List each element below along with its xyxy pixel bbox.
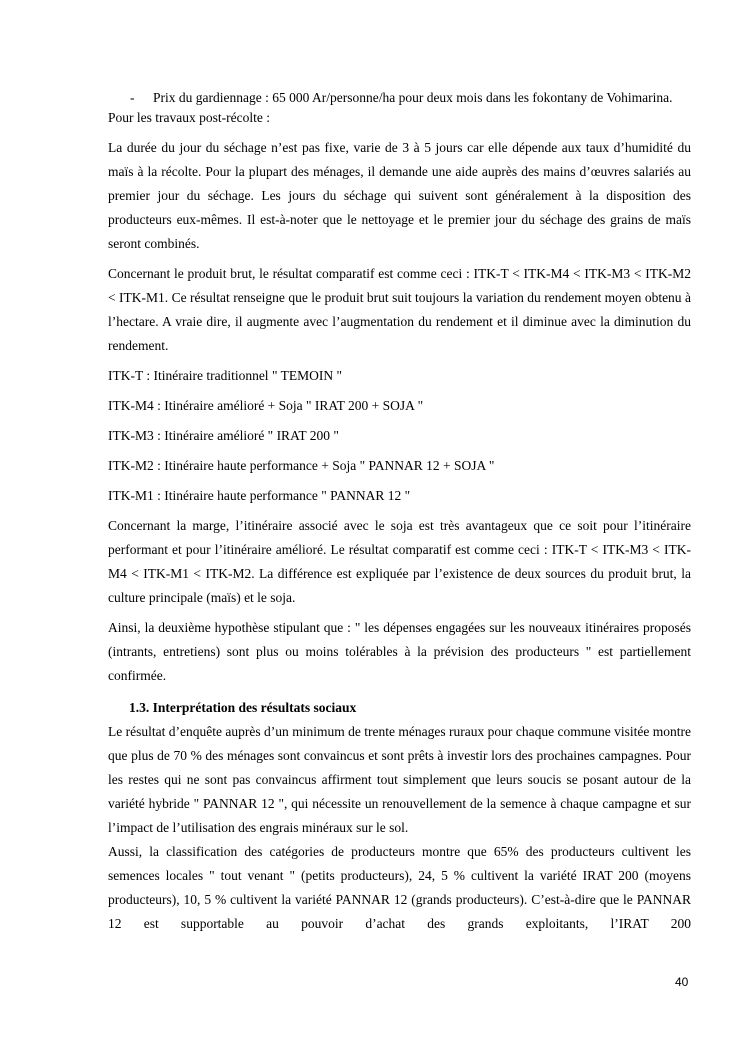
paragraph-produit-brut: Concernant le produit brut, le résultat comparatif est comme ceci : ITK-T < ITK-M4 < ITK-M3 < ITK-M2 < ITK-M1. Ce résultat renseigne que le produit brut suit toujours la variation du rendement moyen obtenu à l’hectare. A vraie dire, il augmente avec l’augmentation du rendement et il diminue avec la diminution du rendement. <box>108 266 691 353</box>
paragraph-post-recolte: Pour les travaux post-récolte : <box>108 110 270 125</box>
paragraph-classification: Aussi, la classification des catégories de producteurs montre que 65% des producteurs cultivent les semences locales " tout venant " (petits producteurs), 24, 5 % cultivent la variété IRAT 200 (moyens producteurs), 10, 5 % cultivent la variété PANNAR 12 (grands producteurs). C’est-à-dire que le PANNAR 12 est supportable au pouvoir d’achat des grands exploitants, l’IRAT 200 <box>108 844 691 931</box>
itineraire-itk-m3: ITK-M3 : Itinéraire amélioré " IRAT 200 " <box>108 428 339 443</box>
paragraph-hypothese: Ainsi, la deuxième hypothèse stipulant que : " les dépenses engagées sur les nouveaux itinéraires proposés (intrants, entretiens) sont plus ou moins tolérables à la prévision des producteurs " est partiellement confirmée. <box>108 620 691 683</box>
paragraph-sechage: La durée du jour du séchage n’est pas fixe, varie de 3 à 5 jours car elle dépende aux taux d’humidité du maïs à la récolte. Pour la plupart des ménages, il demande une aide auprès des mains d’œuvres salariés au premier jour du séchage. Les jours du séchage qui suivent sont généralement à la disposition des producteurs eux-mêmes. Il est-à-noter que le nettoyage et le premier jour du séchage des grains de maïs seront combinés. <box>108 140 691 251</box>
itineraire-itk-m1: ITK-M1 : Itinéraire haute performance " PANNAR 12 " <box>108 488 411 503</box>
itineraire-itk-t: ITK-T : Itinéraire traditionnel " TEMOIN " <box>108 368 342 383</box>
bullet-dash: - <box>130 90 135 105</box>
page-content <box>108 90 691 936</box>
bullet-text: Prix du gardiennage : 65 000 Ar/personne/ha pour deux mois dans les fokontany de Vohimarina. <box>153 90 673 105</box>
bullet-item <box>108 90 691 106</box>
paragraph-enquete: Le résultat d’enquête auprès d’un minimum de trente ménages ruraux pour chaque commune visitée montre que plus de 70 % des ménages sont convaincus et sont prêts à investir lors des prochaines campagnes. Pour les restes qui ne sont pas convaincus affirment tout simplement que leurs soucis se posant autour de la variété hybride " PANNAR 12 ", qui nécessite un renouvellement de la semence à chaque campagne et sur l’impact de l’utilisation des engrais minéraux sur le sol. <box>108 724 691 835</box>
page-number: 40 <box>675 975 689 989</box>
itineraire-itk-m2: ITK-M2 : Itinéraire haute performance + Soja " PANNAR 12 + SOJA " <box>108 458 495 473</box>
paragraph-marge: Concernant la marge, l’itinéraire associé avec le soja est très avantageux que ce soit pour l’itinéraire performant et pour l’itinéraire amélioré. Le résultat comparatif est comme ceci : ITK-T < ITK-M3 < ITK-M4 < ITK-M1 < ITK-M2. La différence est expliquée par l’existence de deux sources du produit brut, la culture principale (maïs) et le soja. <box>108 518 691 605</box>
section-heading: 1.3. Interprétation des résultats sociaux <box>129 700 357 715</box>
itineraire-itk-m4: ITK-M4 : Itinéraire amélioré + Soja " IRAT 200 + SOJA " <box>108 398 424 413</box>
